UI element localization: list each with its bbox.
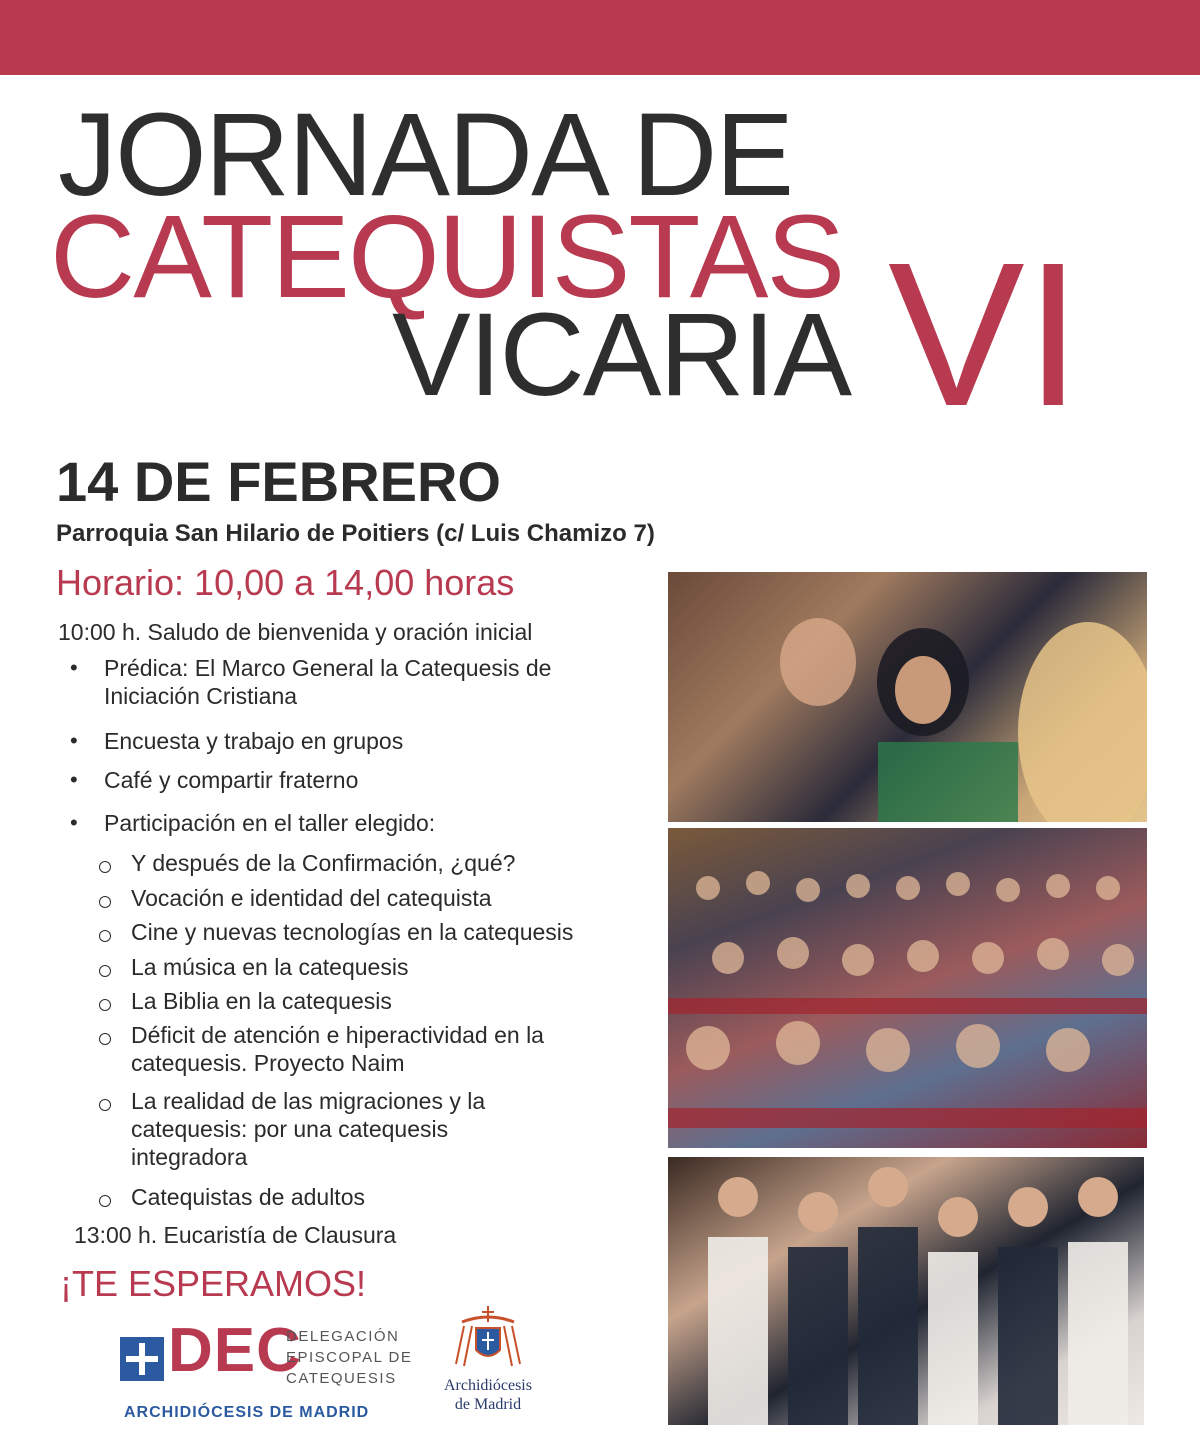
coat-of-arms-icon (454, 1304, 522, 1374)
program-closing: 13:00 h. Eucaristía de Clausura (74, 1222, 397, 1248)
event-date: 14 DE FEBRERO (56, 450, 501, 513)
dec-logo-text (286, 1326, 412, 1389)
program-item: • Participación en el taller elegido: (104, 809, 644, 837)
dec-logo-mark: DEC (168, 1316, 302, 1385)
dec-logo-subtitle: ARCHIDIÓCESIS DE MADRID (124, 1404, 370, 1421)
top-color-bar (0, 0, 1200, 75)
photo-catechists-smiling (668, 572, 1147, 822)
workshop-item: Catequistas de adultos (131, 1183, 651, 1211)
archdiocese-logo-line-2: de Madrid (454, 1396, 522, 1413)
dec-logo-line-3: CATEQUESIS (286, 1370, 397, 1387)
title-line-3: VICARIA (392, 289, 851, 421)
photo-group (668, 1157, 1144, 1425)
workshop-item: La música en la catequesis (131, 953, 651, 981)
workshop-item: Déficit de atención e hiperactividad en la catequesis. Proyecto Naim (131, 1021, 631, 1077)
title-line-1: JORNADA DE (58, 89, 793, 221)
program-item: • Encuesta y trabajo en grupos (104, 727, 644, 755)
program-item: • Café y compartir fraterno (104, 766, 644, 794)
workshop-item: La Biblia en la catequesis (131, 987, 651, 1015)
title-line-2: CATEQUISTAS (50, 191, 844, 323)
photo-audience (668, 828, 1147, 1148)
vicaria-number: VI (888, 220, 1082, 449)
archdiocese-logo (428, 1302, 548, 1432)
workshop-item: La realidad de las migraciones y la catequesis: por una catequesis integradora (131, 1087, 551, 1171)
dec-logo-line-2: EPISCOPAL DE (286, 1349, 413, 1366)
event-schedule: Horario: 10,00 a 14,00 horas (56, 562, 515, 603)
dec-logo-line-1: DELEGACIÓN (286, 1328, 400, 1345)
workshop-item: Cine y nuevas tecnologías en la catequesis (131, 918, 651, 946)
program-item: • Prédica: El Marco General la Catequesis de Iniciación Cristiana (104, 654, 644, 710)
program-opening: 10:00 h. Saludo de bienvenida y oración inicial (58, 619, 533, 645)
cross-icon (120, 1337, 164, 1381)
archdiocese-logo-line-1: Archidiócesis (444, 1377, 532, 1394)
invite-text: ¡TE ESPERAMOS! (60, 1263, 367, 1304)
event-place: Parroquia San Hilario de Poitiers (c/ Luis Chamizo 7) (56, 520, 655, 547)
archdiocese-logo-text (428, 1376, 548, 1414)
workshop-item: Vocación e identidad del catequista (131, 884, 651, 912)
dec-logo (120, 1316, 413, 1422)
workshop-item: Y después de la Confirmación, ¿qué? (131, 849, 651, 877)
